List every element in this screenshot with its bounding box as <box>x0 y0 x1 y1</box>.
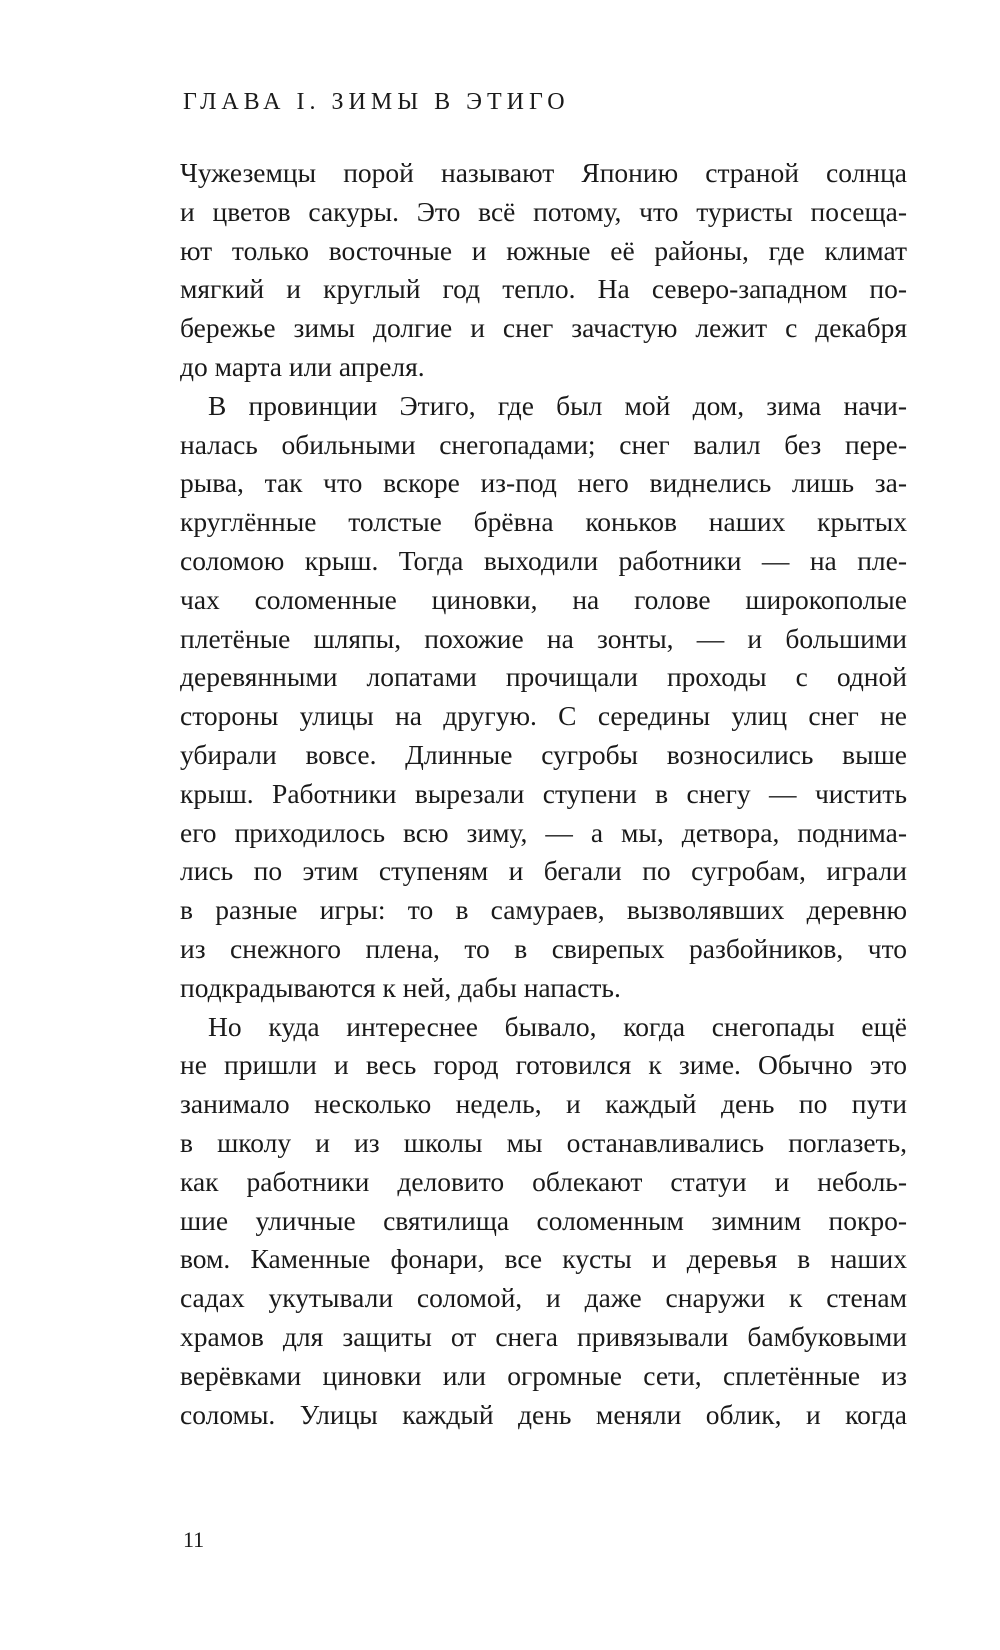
text-line: соломы. Улицы каждый день меняли облик, и когда <box>180 1398 907 1430</box>
text-line: плетёные шляпы, похожие на зонты, — и большими <box>180 622 907 654</box>
text-line: подкрадываются к ней, дабы напасть. <box>180 971 621 1003</box>
text-line: не пришли и весь город готовился к зиме. Обычно это <box>180 1049 907 1081</box>
paragraph-1 <box>180 154 907 387</box>
paragraph-2 <box>180 387 907 1008</box>
text-line: занимало несколько недель, и каждый день по пути <box>180 1088 907 1120</box>
text-line: налась обильными снегопадами; снег валил без пере- <box>180 428 907 460</box>
text-line: Но куда интереснее бывало, когда снегопады ещё <box>208 1010 907 1042</box>
text-line: убирали вовсе. Длинные сугробы возносились выше <box>180 738 907 770</box>
text-line: в школу и из школы мы останавливались поглазеть, <box>180 1126 907 1158</box>
text-line: бережье зимы долгие и снег зачастую лежит с декабря <box>180 312 907 344</box>
text-line: стороны улицы на другую. С середины улиц снег не <box>180 700 907 732</box>
text-line: мягкий и круглый год тепло. На северо-западном по- <box>180 273 907 305</box>
text-line: его приходилось всю зиму, — а мы, детвора, поднима- <box>180 816 907 848</box>
paragraph-3 <box>180 1008 907 1435</box>
body-text <box>180 154 907 1434</box>
text-line: лись по этим ступеням и бегали по сугробам, играли <box>180 855 907 887</box>
text-line: до марта или апреля. <box>180 350 425 382</box>
page-number: 11 <box>183 1527 205 1552</box>
text-line: В провинции Этиго, где был мой дом, зима начи- <box>208 389 907 421</box>
text-line: как работники деловито облекают статуи и неболь- <box>180 1165 907 1197</box>
running-head: ГЛАВА I. ЗИМЫ В ЭТИГО <box>183 89 570 115</box>
text-line: садах укутывали соломой, и даже снаружи к стенам <box>180 1282 907 1314</box>
text-line: ют только восточные и южные её районы, где климат <box>180 234 907 266</box>
text-line: вом. Каменные фонари, все кусты и деревья в наших <box>180 1243 907 1275</box>
text-line: круглённые толстые брёвна коньков наших крытых <box>180 506 907 538</box>
text-line: шие уличные святилища соломенным зимним покро- <box>180 1204 907 1236</box>
text-line: храмов для защиты от снега привязывали бамбуковыми <box>180 1320 907 1352</box>
text-line: крыш. Работники вырезали ступени в снегу — чистить <box>180 777 907 809</box>
text-line: Чужеземцы порой называют Японию страной солнца <box>180 157 907 188</box>
text-line: рыва, так что вскоре из-под него виднелись лишь за- <box>180 467 907 499</box>
text-line: из снежного плена, то в свирепых разбойников, что <box>180 932 907 964</box>
text-line: верёвками циновки или огромные сети, сплетённые из <box>180 1359 907 1391</box>
text-line: чах соломенные циновки, на голове широкополые <box>180 583 907 615</box>
text-line: в разные игры: то в самураев, вызволявших деревню <box>180 894 907 926</box>
text-line: и цветов сакуры. Это всё потому, что туристы посеща- <box>180 195 907 227</box>
text-line: деревянными лопатами прочищали проходы с одной <box>180 661 907 693</box>
text-line: соломою крыш. Тогда выходили работники — на пле- <box>180 544 907 576</box>
